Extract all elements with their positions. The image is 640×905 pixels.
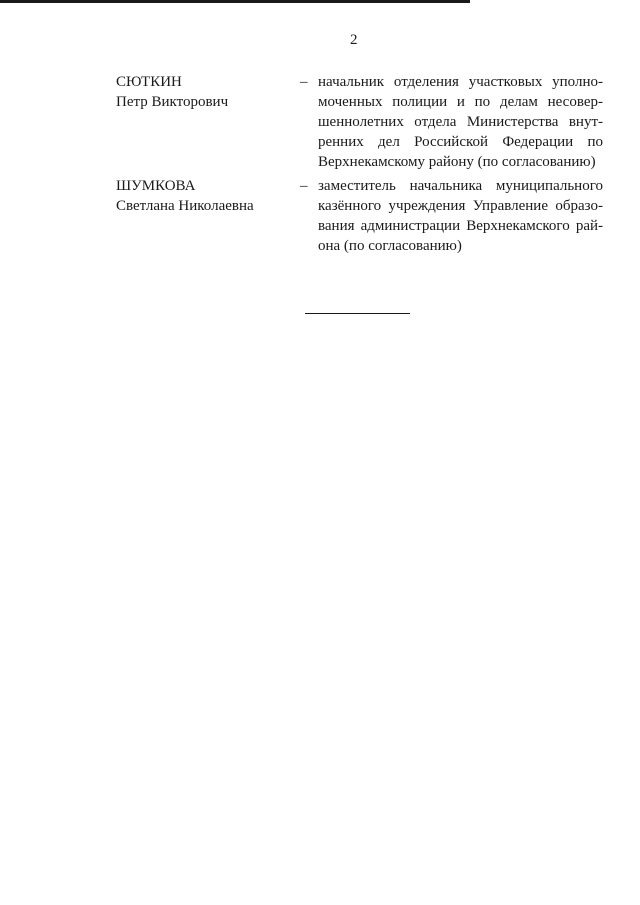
position-line: вания администрации Верхнекамского рай- xyxy=(318,218,603,234)
position-line: заместитель начальника муниципального xyxy=(318,178,603,194)
position-line: начальник отделения участковых уполно- xyxy=(318,74,603,90)
position-line: ренних дел Российской Федерации по xyxy=(318,134,603,150)
position-line: Верхнекамскому району (по согласованию) xyxy=(318,154,596,170)
position-line: моченных полиции и по делам несовер- xyxy=(318,94,603,110)
member-position xyxy=(318,176,603,256)
top-rule xyxy=(0,0,470,3)
position-line: казённого учреждения Управление образо- xyxy=(318,198,603,214)
member-given-names: Светлана Николаевна xyxy=(116,198,254,214)
dash-separator: – xyxy=(300,74,308,90)
position-line: она (по согласованию) xyxy=(318,238,462,254)
closing-rule xyxy=(305,313,410,314)
dash-separator: – xyxy=(300,178,308,194)
member-surname: СЮТКИН xyxy=(116,74,182,90)
member-position xyxy=(318,72,603,172)
position-line: шеннолетних отдела Министерства внут- xyxy=(318,114,603,130)
member-given-names: Петр Викторович xyxy=(116,94,229,110)
member-name xyxy=(116,176,296,216)
member-surname: ШУМКОВА xyxy=(116,178,196,194)
page-number: 2 xyxy=(350,32,358,48)
member-name xyxy=(116,72,296,112)
